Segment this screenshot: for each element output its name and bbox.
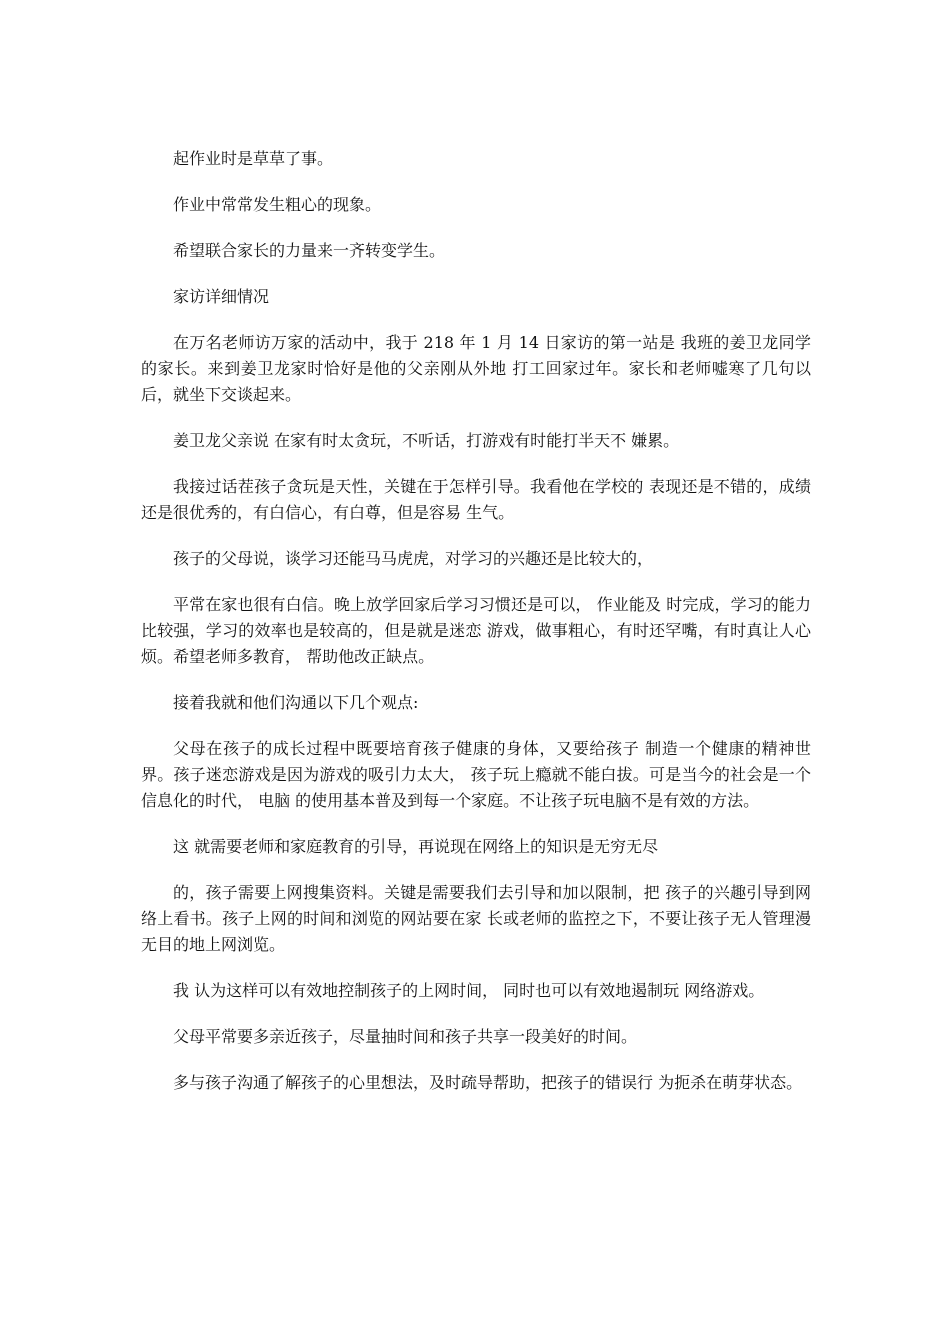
- paragraph-15: 父母平常要多亲近孩子，尽量抽时间和孩子共享一段美好的时间。: [173, 1027, 638, 1046]
- paragraph-6: 姜卫龙父亲说 在家有时太贪玩，不听话，打游戏有时能打半天不 嫌累。: [173, 431, 680, 450]
- paragraph-1: 起作业时是草草了事。: [173, 149, 334, 168]
- paragraph-8: 孩子的父母说，谈学习还能马马虎虎，对学习的兴趣还是比较大的，: [173, 549, 654, 568]
- paragraph-7: 我接过话茬孩子贪玩是天性，关键在于怎样引导。我看他在学校的 表现还是不错的，成绩还是很优秀的，有白信心，有白尊，但是容易 生气。: [141, 477, 811, 522]
- paragraph-14: 我 认为这样可以有效地控制孩子的上网时间， 同时也可以有效地遏制玩 网络游戏。: [173, 981, 765, 1000]
- paragraph-2: 作业中常常发生粗心的现象。: [173, 195, 382, 214]
- paragraph-3: 希望联合家长的力量来一齐转变学生。: [173, 241, 446, 260]
- paragraph-9: 平常在家也很有白信。晚上放学回家后学习习惯还是可以， 作业能及 时完成，学习的能力比较强，学习的效率也是较高的，但是就是迷恋 游戏，做事粗心，有时还罕嘴，有时真让人心烦。希望老师多教育， 帮助他改正缺点。: [141, 595, 811, 666]
- paragraph-16: 多与孩子沟通了解孩子的心里想法，及时疏导帮助，把孩子的错误行 为扼杀在萌芽状态。: [173, 1073, 803, 1092]
- paragraph-12: 这 就需要老师和家庭教育的引导，再说现在网络上的知识是无穷无尽: [173, 837, 659, 856]
- document-body: [141, 146, 811, 1116]
- paragraph-10: 接着我就和他们沟通以下几个观点:: [173, 693, 419, 712]
- section-heading: 家访详细情况: [173, 287, 270, 306]
- paragraph-11: 父母在孩子的成长过程中既要培育孩子健康的身体，又要给孩子 制造一个健康的精神世界。孩子迷恋游戏是因为游戏的吸引力太大， 孩子玩上瘾就不能白拔。可是当今的社会是一个信息化的时代， 电脑 的使用基本普及到每一个家庭。不让孩子玩电脑不是有效的方法。: [141, 739, 811, 810]
- paragraph-5: 在万名老师访万家的活动中，我于 218 年 1 月 14 日家访的第一站是 我班的姜卫龙同学的家长。来到姜卫龙家时恰好是他的父亲刚从外地 打工回家过年。家长和老师嘘寒了几句以后，就坐下交谈起来。: [141, 333, 811, 404]
- paragraph-13: 的，孩子需要上网搜集资料。关键是需要我们去引导和加以限制，把 孩子的兴趣引导到网络上看书。孩子上网的时间和浏览的网站要在家 长或老师的监控之下，不要让孩子无人管理漫无目的地上网浏览。: [141, 883, 811, 954]
